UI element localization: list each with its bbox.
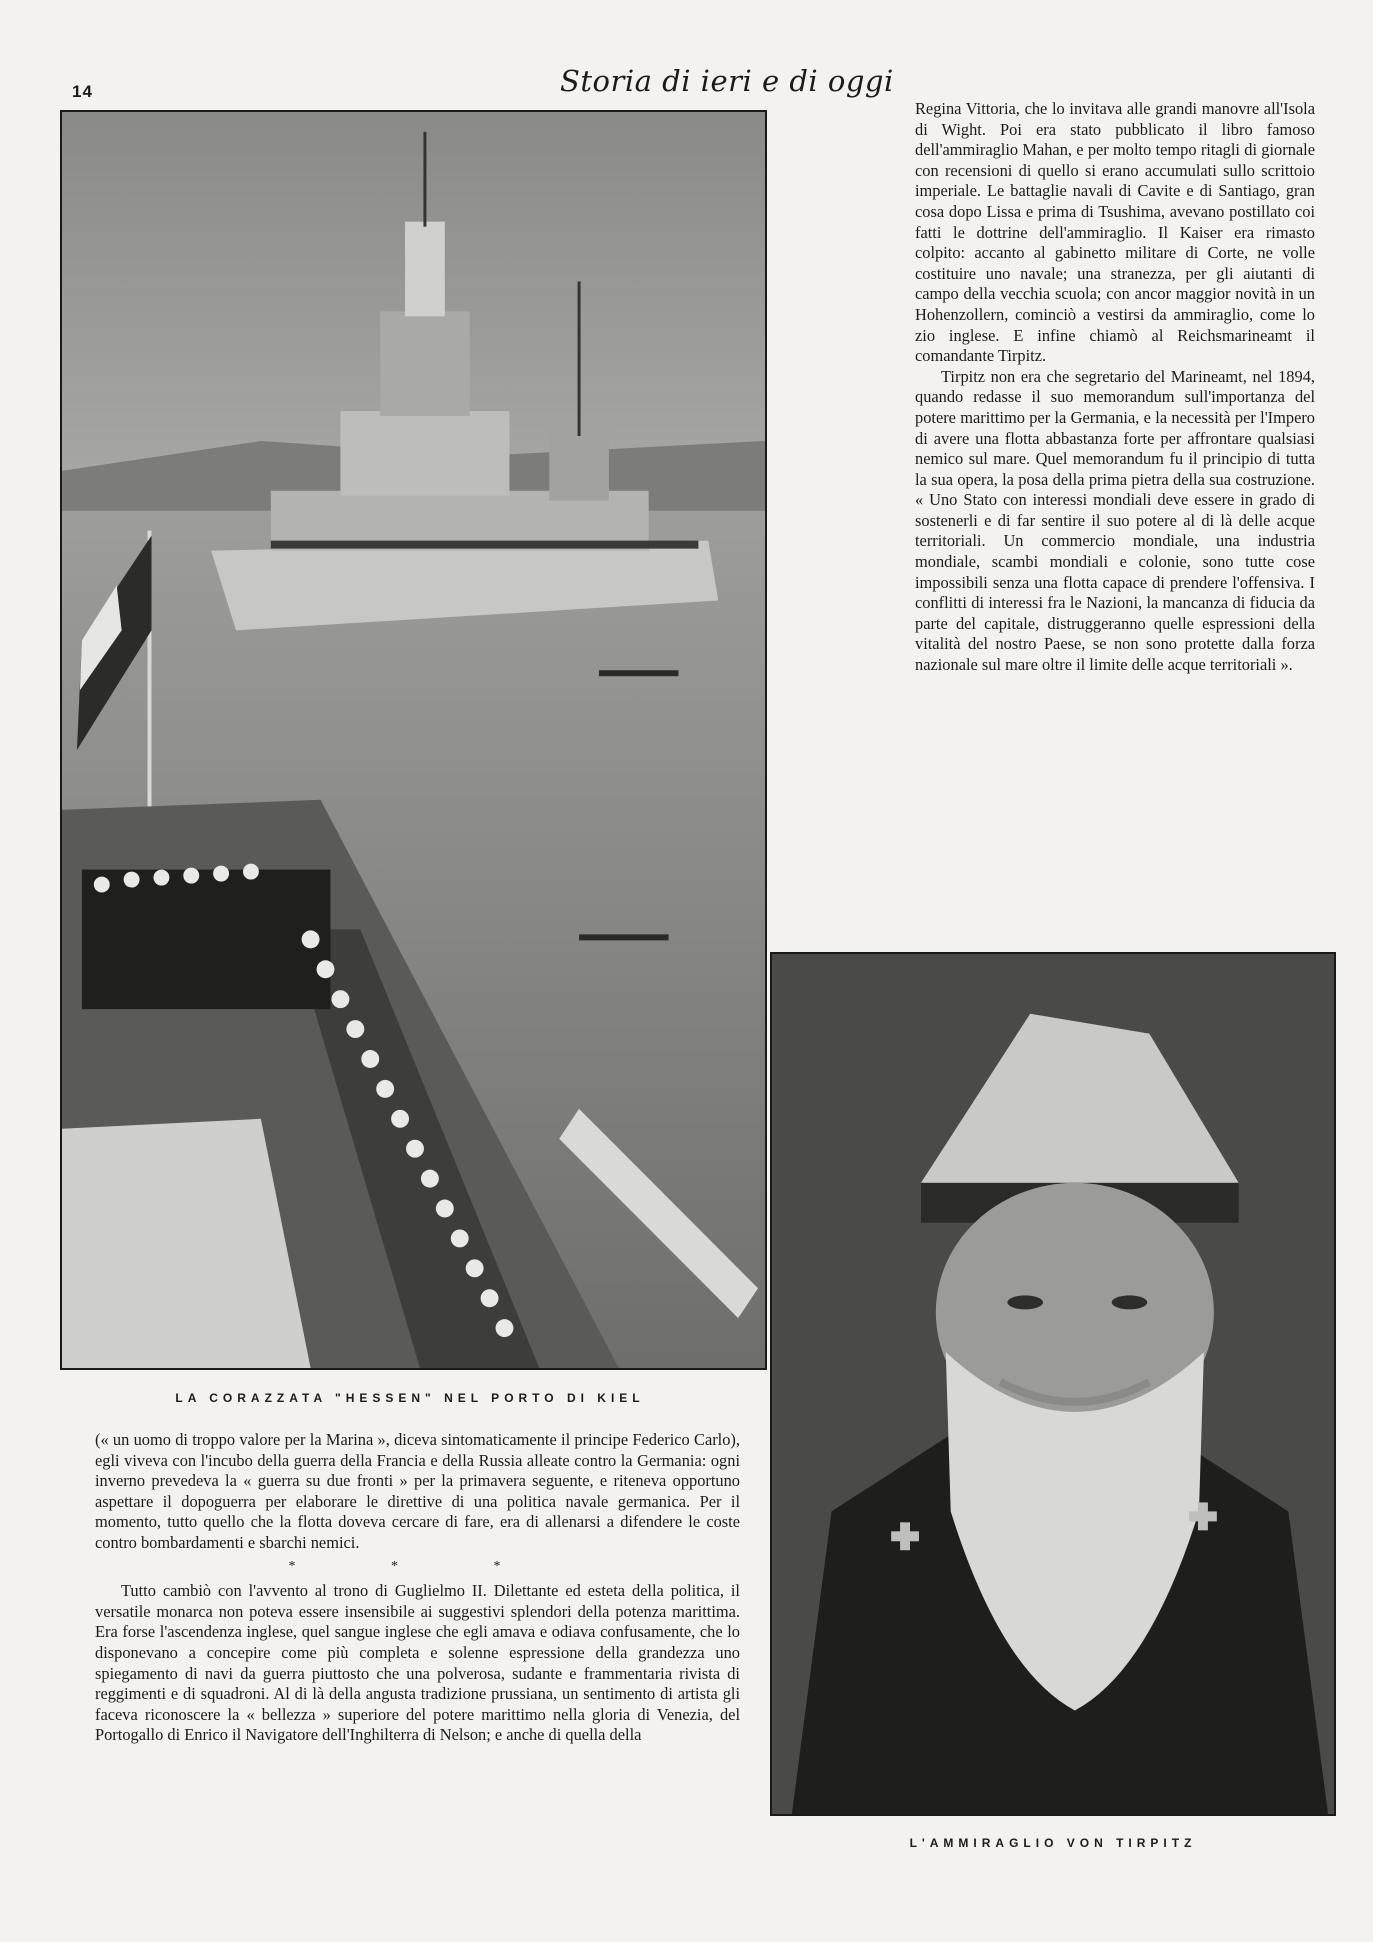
left-paragraph-2: Tutto cambiò con l'avvento al trono di Guglielmo II. Dilettante ed esteta della politica, il versatile monarca non poteva essere insensibile ai suggestivi splendori della potenza marittima. Era forse l'ascendenza inglese, quel sangue inglese che egli amava e odiava confusamente, che lo disponevano a concepire come più completa e solenne espressione della grandezza uno spiegamento di navi da guerra piuttosto che una polverosa, sudante e frammentaria rivista di reggimenti e di squadroni. Al di là della angusta tradizione prussiana, un sentimento di artista gli faceva riconoscere la « bellezza » superiore del potere marittimo nella gloria di Venezia, del Portogallo di Enrico il Navigatore dell'Inghilterra di Nelson; e anche di quella della: [95, 1581, 740, 1745]
tirpitz-portrait-illustration: [772, 954, 1334, 1814]
section-separator: * * *: [288, 1558, 547, 1574]
battleship-illustration: [62, 112, 765, 1368]
left-text-column: [95, 1430, 740, 1746]
page-number: 14: [72, 82, 93, 101]
left-paragraph-1: (« un uomo di troppo valore per la Marina », diceva sintomaticamente il principe Federico Carlo), egli viveva con l'incubo della guerra della Francia e della Russia alleate contro la Germania: ogni inverno prevedeva la « guerra su due fronti » per la primavera seguente, e riteneva opportuno aspettare il dopoguerra per elaborare le direttive di una politica navale germanica. Per il momento, tutto quello che la flotta doveva cercare di fare, era di allenarsi a difendere le coste contro bombardamenti e sbarchi nemici.: [95, 1430, 740, 1552]
portrait-caption: L'AMMIRAGLIO VON TIRPITZ: [909, 1836, 1197, 1850]
ship-photo-caption: LA CORAZZATA "HESSEN" NEL PORTO DI KIEL: [175, 1391, 645, 1405]
tirpitz-portrait-photo: [770, 952, 1336, 1816]
right-paragraph-1: Regina Vittoria, che lo invitava alle grandi manovre all'Isola di Wight. Poi era stato pubblicato il libro famoso dell'ammiraglio Mahan, e per molto tempo ritagli di giornale con recensioni di quello si erano accumulati sullo scrittoio imperiale. Le battaglie navali di Cavite e di Santiago, gran cosa dopo Lissa e prima di Tsushima, avevano postillato coi fatti le dottrine dell'ammiraglio. Il Kaiser era rimasto colpito: accanto al gabinetto militare di Corte, ne volle costituire uno navale; una stranezza, per gli aiutanti di campo della vecchia scuola; con ancor maggior novità in un Hohenzollern, cominciò a vestirsi da ammiraglio, come lo zio inglese. E infine chiamò al Reichsmarineamt il comandante Tirpitz.: [915, 99, 1315, 366]
battleship-photo: [60, 110, 767, 1370]
running-title: Storia di ieri e di oggi: [560, 64, 894, 98]
right-paragraph-2: Tirpitz non era che segretario del Marineamt, nel 1894, quando redasse il suo memorandum sull'importanza del potere marittimo per la Germania, e la necessità per l'Impero di avere una flotta abbastanza forte per affrontare qualsiasi nemico sul mare. Quel memorandum fu il principio di tutta la sua opera, la posa della prima pietra della sua costruzione. « Uno Stato con interessi mondiali deve essere in grado di sostenerli e di far sentire il suo potere al di là delle acque territoriali. Un commercio mondiale, una industria mondiale, scambi mondiali e colonie, sono tutte cose impossibili senza una flotta capace di prendere l'offensiva. I conflitti di interessi fra le Nazioni, la mancanza di fiducia da parte del capitale, distruggeranno quelle espressioni della vitalità del nostro Paese, se non sono protette dalla forza nazionale sul mare oltre il limite delle acque territoriali ».: [915, 366, 1315, 675]
right-text-column: [915, 99, 1315, 676]
